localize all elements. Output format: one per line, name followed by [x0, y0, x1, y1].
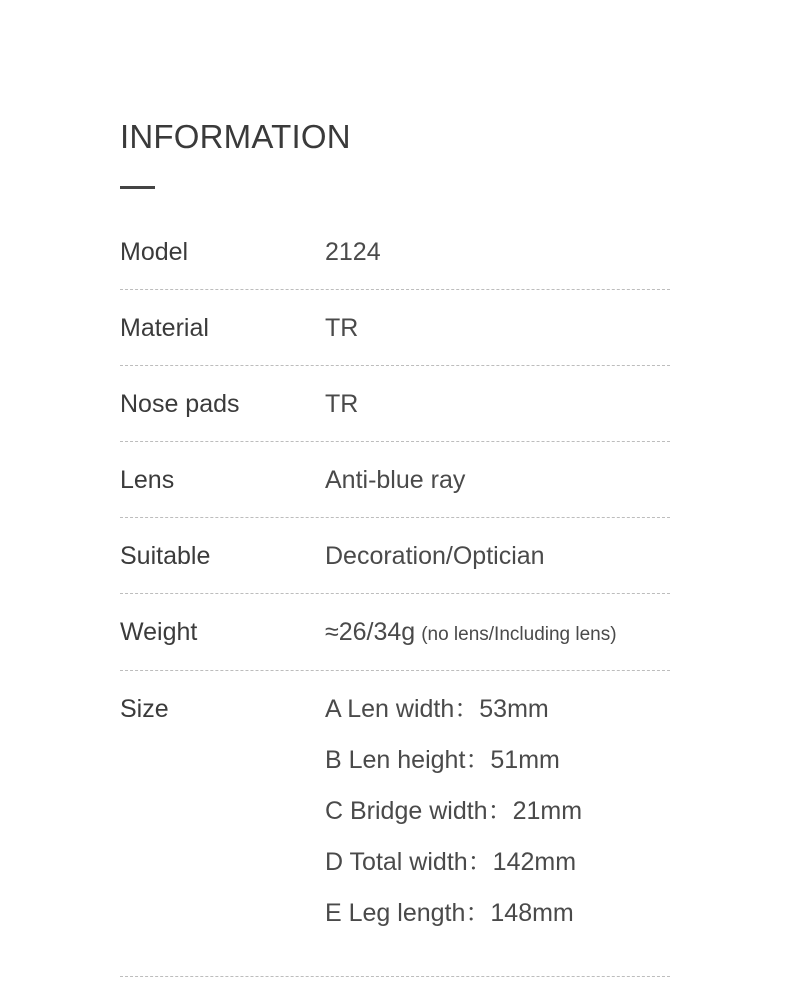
row-divider [120, 517, 670, 518]
row-divider [120, 365, 670, 366]
row-divider [120, 441, 670, 442]
spec-value: Anti-blue ray [325, 466, 466, 494]
spec-value: TR [325, 314, 359, 342]
spec-label: Nose pads [120, 390, 240, 418]
spec-label: Lens [120, 466, 175, 494]
weight-note: (no lens/Including lens) [421, 624, 617, 645]
row-divider [120, 976, 670, 977]
spec-value: TR [325, 390, 359, 418]
size-list [325, 694, 582, 949]
spec-label: Model [120, 238, 189, 266]
page-title: INFORMATION [120, 118, 351, 155]
row-divider [120, 593, 670, 594]
spec-label: Size [120, 695, 169, 723]
row-divider [120, 289, 670, 290]
spec-value [325, 617, 617, 650]
size-item: D Total width：142mm [325, 848, 577, 876]
title-underline [120, 186, 155, 189]
spec-value: Decoration/Optician [325, 542, 545, 570]
size-item: C Bridge width：21mm [325, 797, 583, 825]
spec-label: Weight [120, 618, 198, 646]
spec-label: Suitable [120, 542, 211, 570]
size-item: A Len width：53mm [325, 695, 549, 723]
weight-value: ≈26/34g [325, 618, 416, 646]
spec-value: 2124 [325, 238, 381, 266]
spec-label: Material [120, 314, 209, 342]
row-divider [120, 670, 670, 671]
size-item: E Leg length：148mm [325, 899, 574, 927]
size-item: B Len height：51mm [325, 746, 560, 774]
